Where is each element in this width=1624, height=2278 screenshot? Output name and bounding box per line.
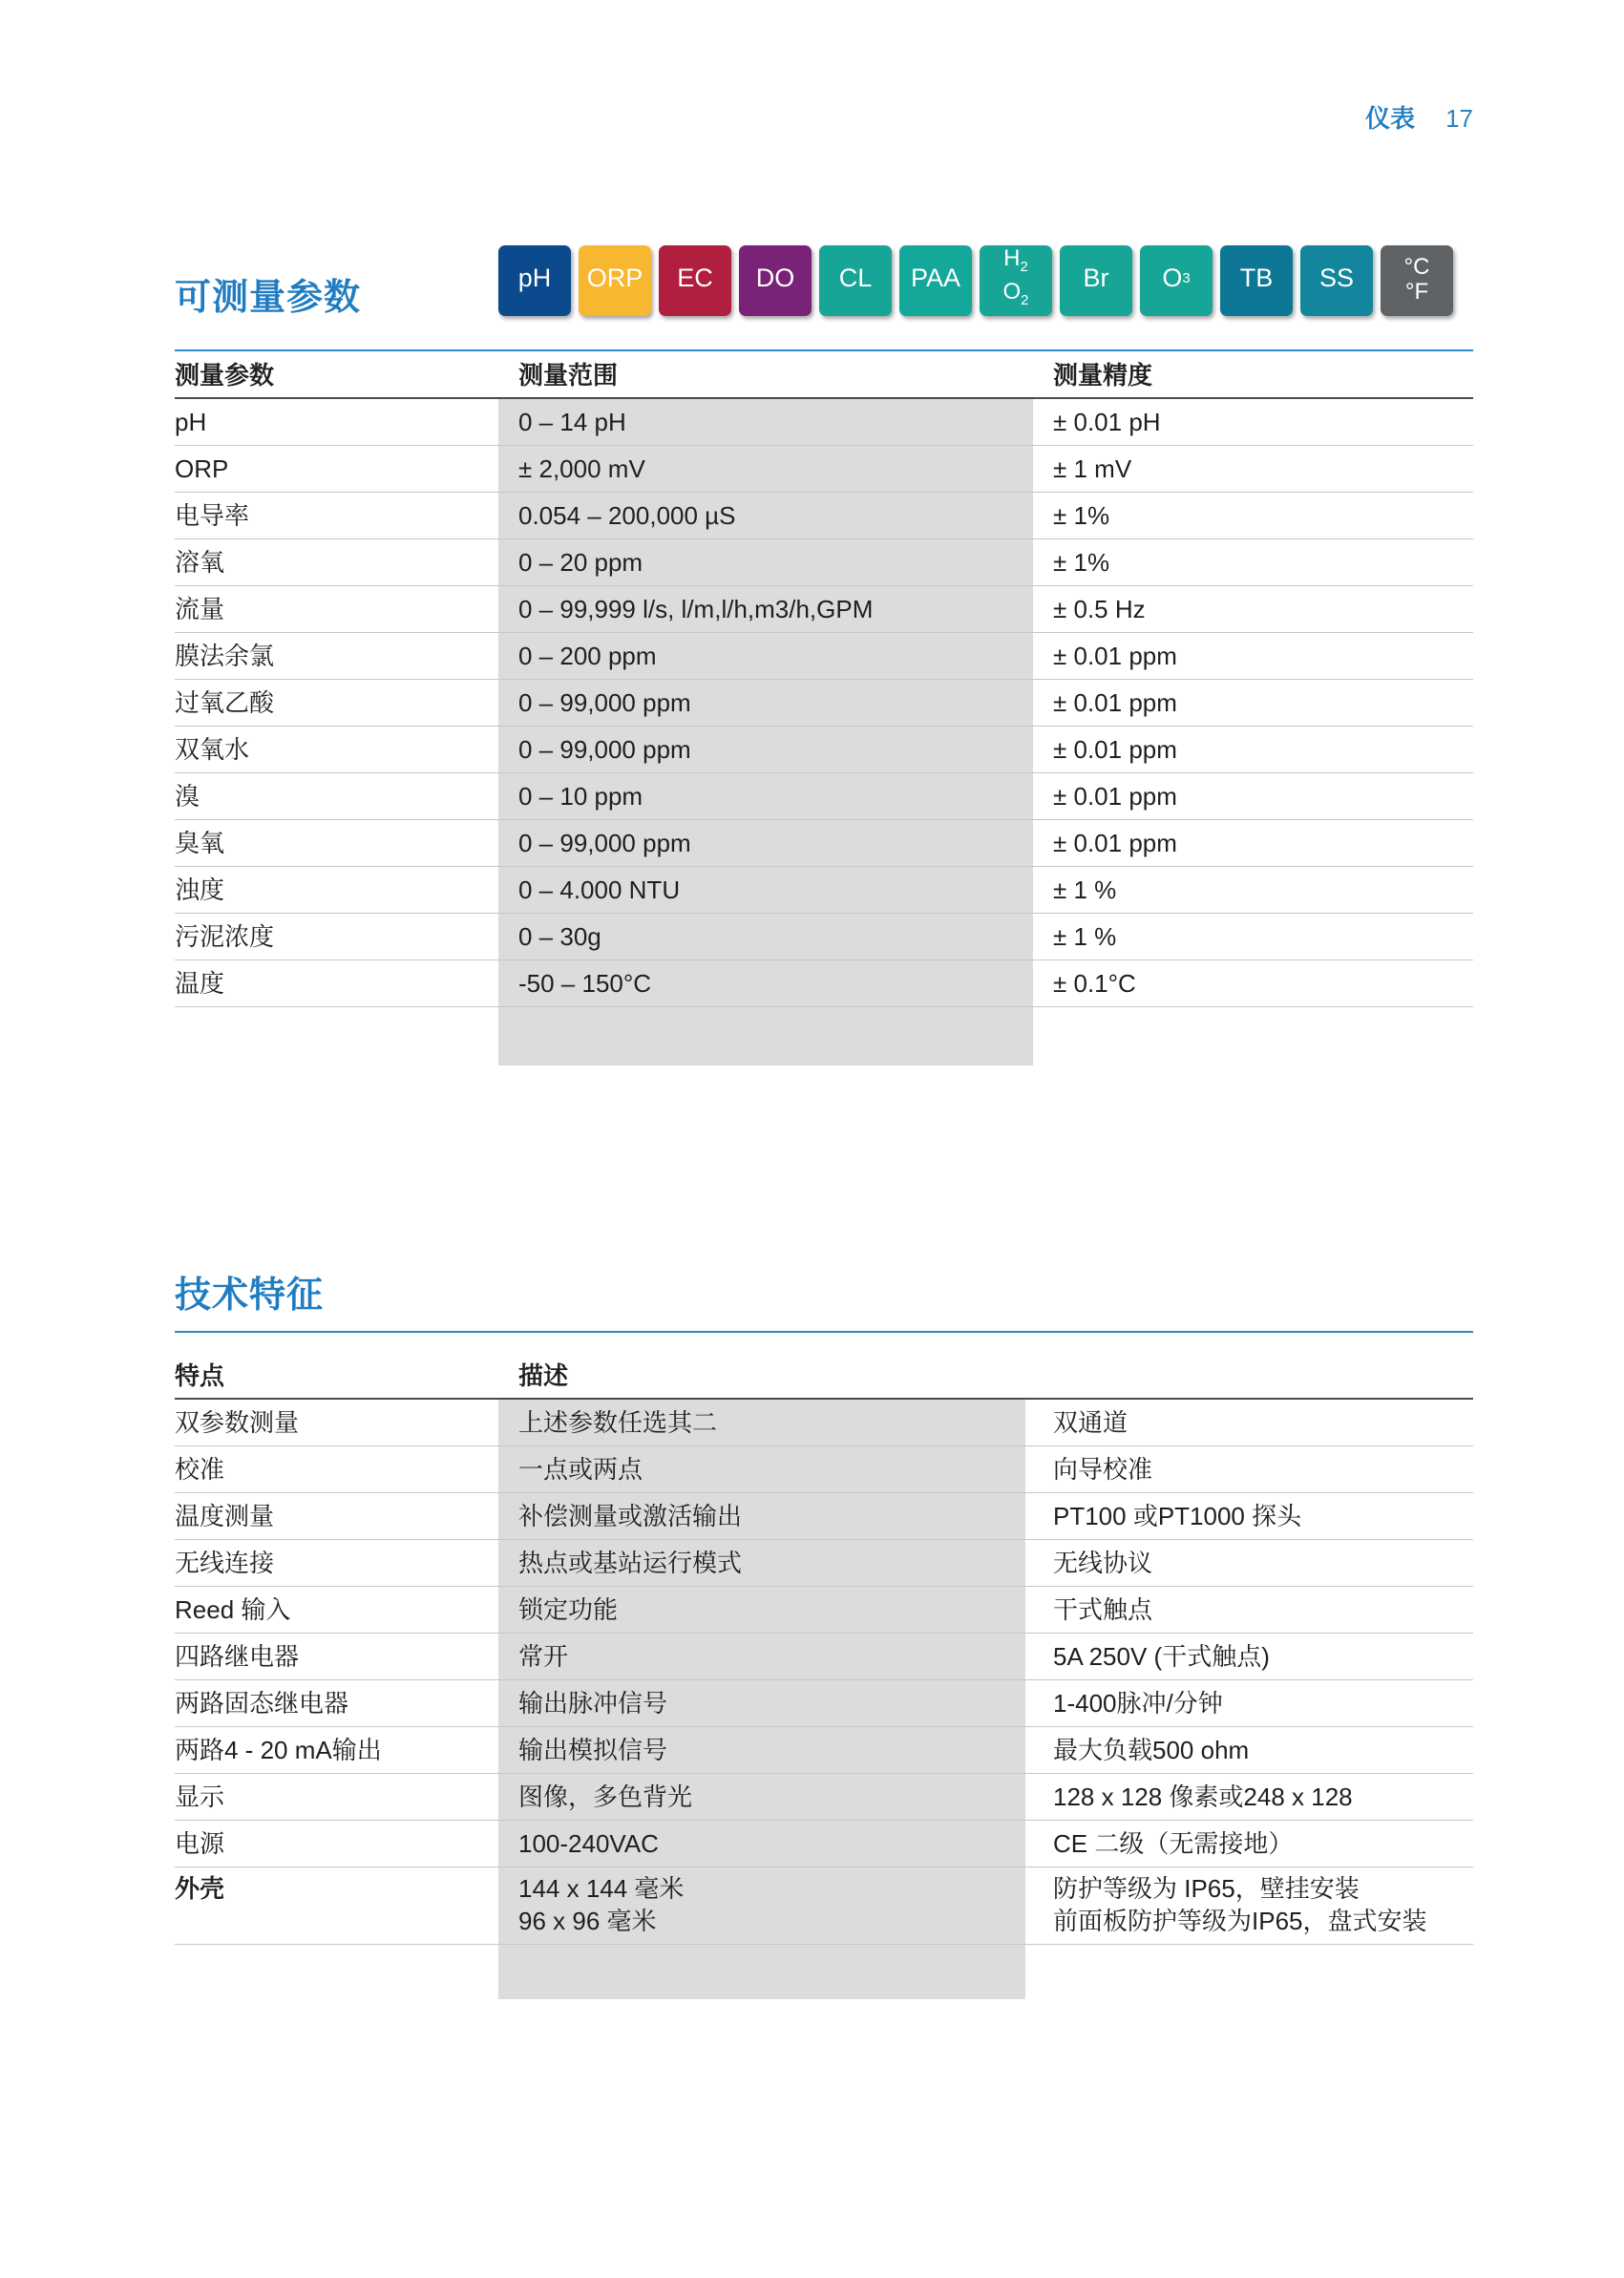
row-label: pH: [175, 408, 207, 436]
table-row: [175, 1680, 1473, 1727]
table-row: [175, 1493, 1473, 1540]
housing-spec: [1053, 1872, 1427, 1937]
row-detail: 128 x 128 像素或248 x 128: [1053, 1782, 1353, 1811]
housing-description: [518, 1872, 684, 1937]
row-value: 0 – 10 ppm: [518, 782, 643, 811]
row-value: 0 – 4.000 NTU: [518, 875, 681, 904]
o3-tile-sub: 3: [1182, 269, 1191, 286]
row-detail: ± 0.01 ppm: [1053, 688, 1177, 717]
row-value: 0 – 20 ppm: [518, 548, 643, 577]
row-value: 常开: [518, 1642, 569, 1671]
row-value: 0 – 99,000 ppm: [518, 688, 691, 717]
page-header: [1365, 99, 1473, 135]
table-row: [175, 1540, 1473, 1587]
row-detail: 5A 250V (干式触点): [1053, 1642, 1270, 1671]
row-label: 两路4 - 20 mA输出: [175, 1736, 382, 1764]
row-detail: ± 1%: [1053, 501, 1110, 530]
temperature-tile-f: °F: [1404, 279, 1429, 305]
row-value: 输出脉冲信号: [518, 1689, 668, 1718]
row-detail: PT100 或PT1000 探头: [1053, 1502, 1302, 1530]
row-label: 双参数测量: [175, 1408, 300, 1437]
row-value: 0 – 99,000 ppm: [518, 829, 691, 857]
do-tile: DO: [739, 245, 812, 316]
row-label: 臭氧: [175, 829, 225, 857]
row-value: 热点或基站运行模式: [518, 1549, 743, 1577]
housing-spec-1: 防护等级为 IP65，壁挂安装: [1053, 1874, 1360, 1903]
br-tile: Br: [1060, 245, 1132, 316]
table-row: [175, 399, 1473, 446]
temperature-tile-c: °C: [1403, 254, 1430, 280]
page-number: 17: [1445, 104, 1473, 133]
row-label: 双氧水: [175, 735, 250, 764]
measurable-parameters-table: [175, 351, 1473, 1007]
row-label: 温度: [175, 969, 225, 998]
table-row: [175, 914, 1473, 960]
row-label: 流量: [175, 595, 225, 623]
h2o2-tile: [980, 245, 1052, 316]
row-label: 两路固态继电器: [175, 1689, 349, 1718]
section-rule-2: [175, 1331, 1473, 1333]
table-row: [175, 586, 1473, 633]
table-row: [175, 1587, 1473, 1634]
row-detail: ± 1%: [1053, 548, 1110, 577]
row-label: 电源: [175, 1829, 225, 1858]
row-value: 0 – 99,999 l/s, l/m,l/h,m3/h,GPM: [518, 595, 874, 623]
row-label: 过氧乙酸: [175, 688, 275, 717]
row-label: Reed 输入: [175, 1595, 291, 1624]
ss-tile: SS: [1300, 245, 1373, 316]
table-row: [175, 1446, 1473, 1493]
row-label: 温度测量: [175, 1502, 275, 1530]
h2o2-tile-bottom: O: [1002, 279, 1022, 305]
parameter-tiles: [498, 245, 1453, 316]
measurable-parameters-title: 可测量参数: [175, 278, 362, 318]
temperature-tile: [1381, 245, 1453, 316]
row-label: 显示: [175, 1782, 225, 1811]
ec-tile: EC: [659, 245, 731, 316]
section-name: 仪表: [1365, 104, 1416, 133]
housing-spec-2: 前面板防护等级为IP65，盘式安装: [1053, 1907, 1427, 1935]
row-value: 锁定功能: [518, 1595, 619, 1624]
table-row: [175, 1821, 1473, 1867]
housing-label: 外壳: [175, 1874, 225, 1903]
row-value: 0 – 200 ppm: [518, 642, 657, 670]
table-row: [175, 493, 1473, 539]
ph-tile: pH: [498, 245, 571, 316]
row-detail: 无线协议: [1053, 1549, 1153, 1577]
table-row: [175, 727, 1473, 773]
row-value: 100-240VAC: [518, 1829, 659, 1858]
paa-tile: PAA: [899, 245, 972, 316]
o3-tile-label: O: [1162, 263, 1183, 292]
table-row: [175, 446, 1473, 493]
table-row: [175, 1634, 1473, 1680]
row-detail: 1-400脉冲/分钟: [1053, 1689, 1223, 1718]
row-value: 补偿测量或激活输出: [518, 1502, 743, 1530]
table-row: [175, 820, 1473, 867]
row-detail: ± 1 %: [1053, 922, 1117, 951]
header-cell-feature: 特点: [175, 1361, 225, 1390]
table-row: [175, 1400, 1473, 1446]
row-detail: 双通道: [1053, 1408, 1128, 1437]
row-value: ± 2,000 mV: [518, 454, 645, 483]
table-row: [175, 539, 1473, 586]
table-row: [175, 680, 1473, 727]
row-label: ORP: [175, 454, 229, 483]
row-detail: ± 0.01 ppm: [1053, 735, 1177, 764]
row-detail: ± 0.01 ppm: [1053, 782, 1177, 811]
row-detail: CE 二级（无需接地）: [1053, 1829, 1294, 1858]
table-row-housing: [175, 1867, 1473, 1945]
table-header-row: [175, 1352, 1473, 1400]
cl-tile: CL: [819, 245, 892, 316]
row-value: 0 – 30g: [518, 922, 601, 951]
technical-features-title: 技术特征: [175, 1276, 325, 1316]
row-label: 校准: [175, 1455, 225, 1484]
table-row: [175, 633, 1473, 680]
row-value: 一点或两点: [518, 1455, 643, 1484]
header-cell-description: 描述: [518, 1361, 569, 1390]
housing-size-1: 144 x 144 毫米: [518, 1874, 685, 1903]
row-detail: 最大负载500 ohm: [1053, 1736, 1250, 1764]
row-detail: ± 0.5 Hz: [1053, 595, 1146, 623]
table-row: [175, 960, 1473, 1007]
row-detail: ± 0.01 pH: [1053, 408, 1161, 436]
header-cell-parameter: 测量参数: [175, 361, 275, 390]
row-detail: 向导校准: [1053, 1455, 1153, 1484]
header-cell-range: 测量范围: [518, 361, 619, 390]
row-detail: ± 0.01 ppm: [1053, 829, 1177, 857]
row-value: 输出模拟信号: [518, 1736, 668, 1764]
row-label: 溴: [175, 782, 200, 811]
row-value: 0 – 99,000 ppm: [518, 735, 691, 764]
row-detail: ± 0.01 ppm: [1053, 642, 1177, 670]
o3-tile: [1140, 245, 1213, 316]
table-row: [175, 773, 1473, 820]
table-row: [175, 1727, 1473, 1774]
row-detail: ± 0.1°C: [1053, 969, 1136, 998]
housing-size-2: 96 x 96 毫米: [518, 1907, 657, 1935]
row-label: 电导率: [175, 501, 250, 530]
row-value: 图像，多色背光: [518, 1782, 693, 1811]
table-row: [175, 867, 1473, 914]
row-label: 膜法余氯: [175, 642, 275, 670]
row-value: 0 – 14 pH: [518, 408, 626, 436]
row-value: -50 – 150°C: [518, 969, 652, 998]
h2o2-tile-bottom-sub: 2: [1021, 291, 1029, 308]
h2o2-tile-top: H: [1003, 245, 1021, 272]
row-label: 无线连接: [175, 1549, 275, 1577]
orp-tile: ORP: [579, 245, 651, 316]
header-cell-accuracy: 测量精度: [1053, 361, 1153, 390]
table-header-row: [175, 351, 1473, 399]
row-detail: 干式触点: [1053, 1595, 1153, 1624]
tb-tile: TB: [1220, 245, 1293, 316]
row-label: 污泥浓度: [175, 922, 275, 951]
row-label: 溶氧: [175, 548, 225, 577]
row-detail: ± 1 %: [1053, 875, 1117, 904]
technical-features-table: [175, 1352, 1473, 1945]
row-value: 0.054 – 200,000 µS: [518, 501, 736, 530]
row-detail: ± 1 mV: [1053, 454, 1132, 483]
row-label: 四路继电器: [175, 1642, 300, 1671]
table-row: [175, 1774, 1473, 1821]
row-value: 上述参数任选其二: [518, 1408, 718, 1437]
h2o2-tile-top-sub: 2: [1020, 259, 1028, 275]
row-label: 浊度: [175, 875, 225, 904]
